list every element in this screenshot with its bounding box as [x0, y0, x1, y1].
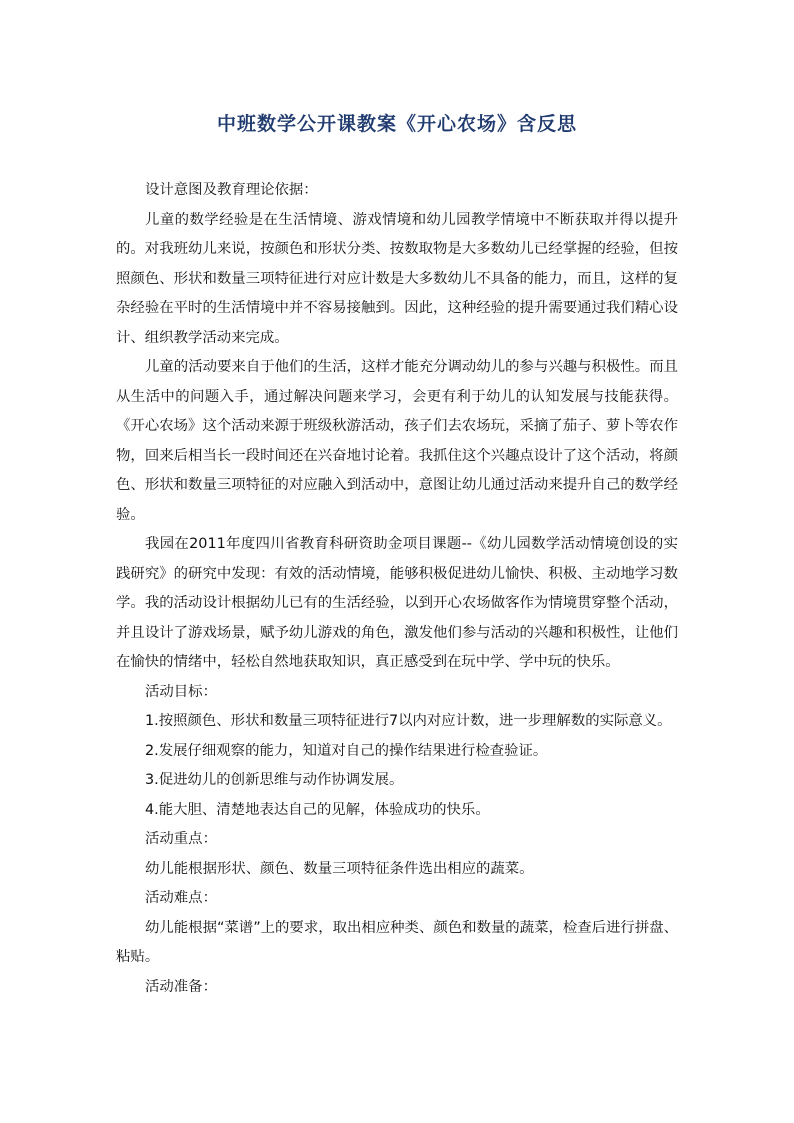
goal-item: 4.能大胆、清楚地表达自己的见解，体验成功的快乐。: [145, 801, 490, 818]
body-paragraph: 幼儿能根据形状、颜色、数量三项特征条件选出相应的蔬菜。: [145, 860, 534, 877]
section-heading-goals: 活动目标：: [145, 683, 217, 700]
section-heading-preparation: 活动准备：: [145, 978, 217, 995]
document-title: 中班数学公开课教案《开心农场》含反思: [216, 113, 577, 135]
body-paragraph: 我园在2011年度四川省教育科研资助金项目课题--《幼儿园数学活动情境创设的实践研究》的研究中发现：有效的活动情境，能够积极促进幼儿愉快、积极、主动地学习数学。我的活动设计根据幼儿已有的生活经验，以到开心农场做客作为情境贯穿整个活动，并且设计了游戏场景，赋予幼儿游戏的角色，激发他们参与活动的兴趣和积极性，让他们在愉快的情绪中，轻松自然地获取知识，真正感受到在玩中学、学中玩的快乐。: [116, 536, 678, 670]
goal-item: 1.按照颜色、形状和数量三项特征进行7以内对应计数，进一步理解数的实际意义。: [145, 713, 672, 729]
section-heading-difficulties: 活动难点：: [145, 890, 217, 906]
body-paragraph: 幼儿能根据“菜谱”上的要求，取出相应种类、颜色和数量的蔬菜，检查后进行拼盘、粘贴。: [116, 919, 678, 965]
body-paragraph: 儿童的活动要来自于他们的生活，这样才能充分调动幼儿的参与兴趣与积极性。而且从生活中的问题入手，通过解决问题来学习，会更有利于幼儿的认知发展与技能获得。《开心农场》这个活动来源于班级秋游活动，孩子们去农场玩，采摘了茄子、萝卜等农作物，回来后相当长一段时间还在兴奋地讨论着。我抓住这个兴趣点设计了这个活动，将颜色、形状和数量三项特征的对应融入到活动中，意图让幼儿通过活动来提升自己的数学经验。: [116, 359, 678, 523]
body-paragraph: 儿童的数学经验是在生活情境、游戏情境和幼儿园教学情境中不断获取并得以提升的。对我班幼儿来说，按颜色和形状分类、按数取物是大多数幼儿已经掌握的经验，但按照颜色、形状和数量三项特征进行对应计数是大多数幼儿不具备的能力，而且，这样的复杂经验在平时的生活情境中并不容易接触到。因此，这种经验的提升需要通过我们精心设计、组织教学活动来完成。: [116, 211, 678, 346]
section-heading-design-intent: 设计意图及教育理论依据：: [145, 182, 318, 198]
goal-item: 3.促进幼儿的创新思维与动作协调发展。: [145, 772, 404, 788]
section-heading-key-points: 活动重点：: [145, 831, 217, 847]
document-body: [116, 176, 678, 1002]
goal-item: 2.发展仔细观察的能力，知道对自己的操作结果进行检查验证。: [145, 742, 548, 759]
